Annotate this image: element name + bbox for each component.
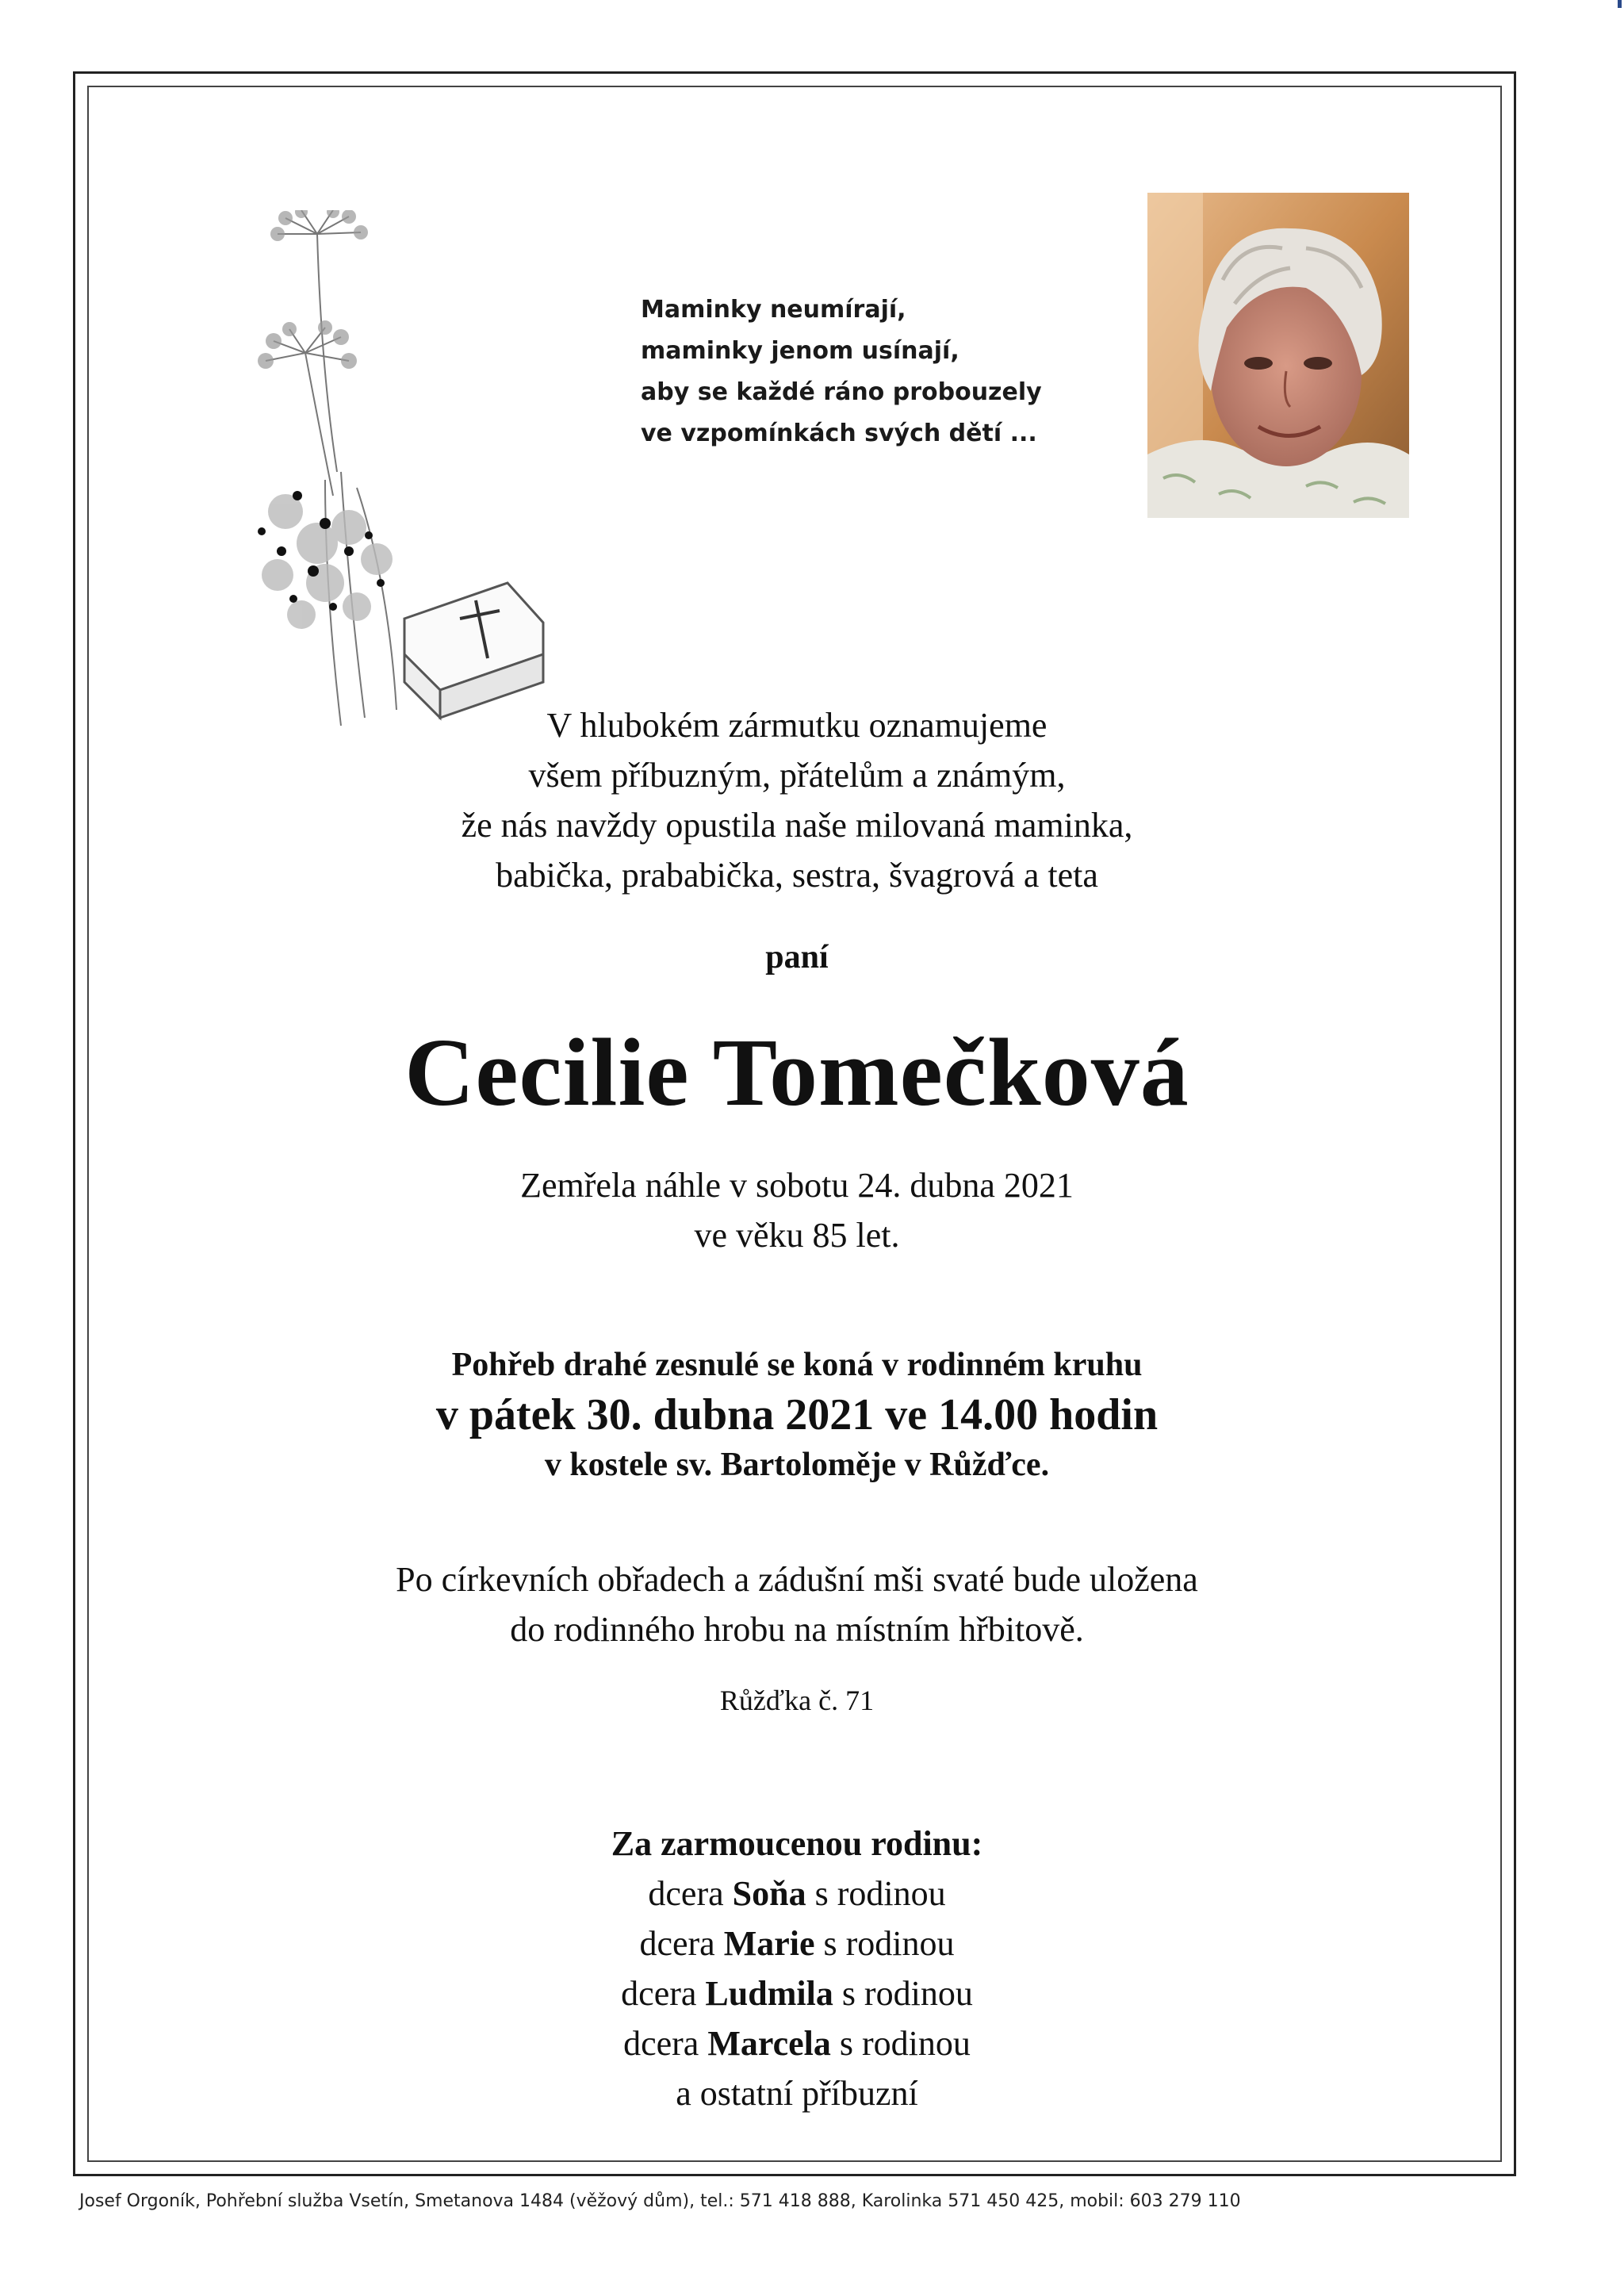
poem-line: Maminky neumírají,	[641, 296, 906, 324]
burial-line: do rodinného hrobu na místním hřbitově.	[510, 1610, 1084, 1649]
member-name: Marie	[723, 1924, 815, 1963]
burial-line: Po církevních obřadech a zádušní mši svaté bude uložena	[396, 1560, 1198, 1599]
member-prefix: dcera	[639, 1924, 715, 1963]
edge-mark	[1618, 0, 1622, 8]
poem-line: ve vzpomínkách svých dětí ...	[641, 420, 1037, 447]
member-prefix: dcera	[621, 1974, 697, 2013]
poem-line: aby se každé ráno probouzely	[641, 378, 1042, 406]
member-suffix: s rodinou	[823, 1924, 955, 1963]
member-prefix: dcera	[623, 2024, 699, 2063]
funeral-info	[95, 1343, 1499, 1487]
member-name: Ludmila	[705, 1974, 833, 2013]
family-closing: a ostatní příbuzní	[676, 2074, 918, 2113]
family-member	[95, 1918, 1499, 1968]
funeral-datetime: v pátek 30. dubna 2021 ve 14.00 hodin	[435, 1390, 1159, 1439]
funeral-line-1: Pohřeb drahé zesnulé se koná v rodinném kruhu	[451, 1347, 1143, 1383]
flowers-book-illustration	[230, 210, 563, 765]
portrait-photo	[1147, 193, 1409, 518]
family-signature	[95, 1819, 1499, 2118]
family-member	[95, 1869, 1499, 1918]
family-member	[95, 2018, 1499, 2068]
family-heading: Za zarmoucenou rodinu:	[611, 1824, 983, 1863]
poem-line: maminky jenom usínají,	[641, 337, 959, 365]
member-suffix: s rodinou	[841, 1974, 973, 2013]
member-prefix: dcera	[648, 1874, 724, 1913]
address: Růžďka č. 71	[719, 1685, 875, 1716]
deceased-name: Cecilie Tomečková	[404, 1019, 1189, 1126]
death-date: Zemřela náhle v sobotu 24. dubna 2021	[520, 1166, 1074, 1205]
member-name: Soňa	[732, 1874, 806, 1913]
announcement-line: babička, prababička, sestra, švagrová a teta	[496, 856, 1098, 895]
burial-info	[95, 1554, 1499, 1654]
family-member	[95, 1968, 1499, 2018]
announcement-line: všem příbuzným, přátelům a známým,	[528, 756, 1066, 795]
announcement	[95, 700, 1499, 900]
announcement-line: V hlubokém zármutku oznamujeme	[546, 706, 1048, 745]
footer-funeral-service: Josef Orgoník, Pohřební služba Vsetín, Smetanova 1484 (věžový dům), tel.: 571 418 888, Karolinka 571 450 425, mobil: 603 279 110	[79, 2191, 1241, 2211]
member-suffix: s rodinou	[839, 2024, 971, 2063]
title-prefix: paní	[765, 939, 829, 976]
member-name: Marcela	[707, 2024, 831, 2063]
death-age: ve věku 85 let.	[694, 1216, 900, 1255]
announcement-line: že nás navždy opustila naše milovaná maminka,	[461, 806, 1133, 845]
death-details	[95, 1160, 1499, 1260]
funeral-location: v kostele sv. Bartoloměje v Růžďce.	[544, 1447, 1050, 1483]
member-suffix: s rodinou	[814, 1874, 946, 1913]
poem	[641, 289, 1116, 454]
